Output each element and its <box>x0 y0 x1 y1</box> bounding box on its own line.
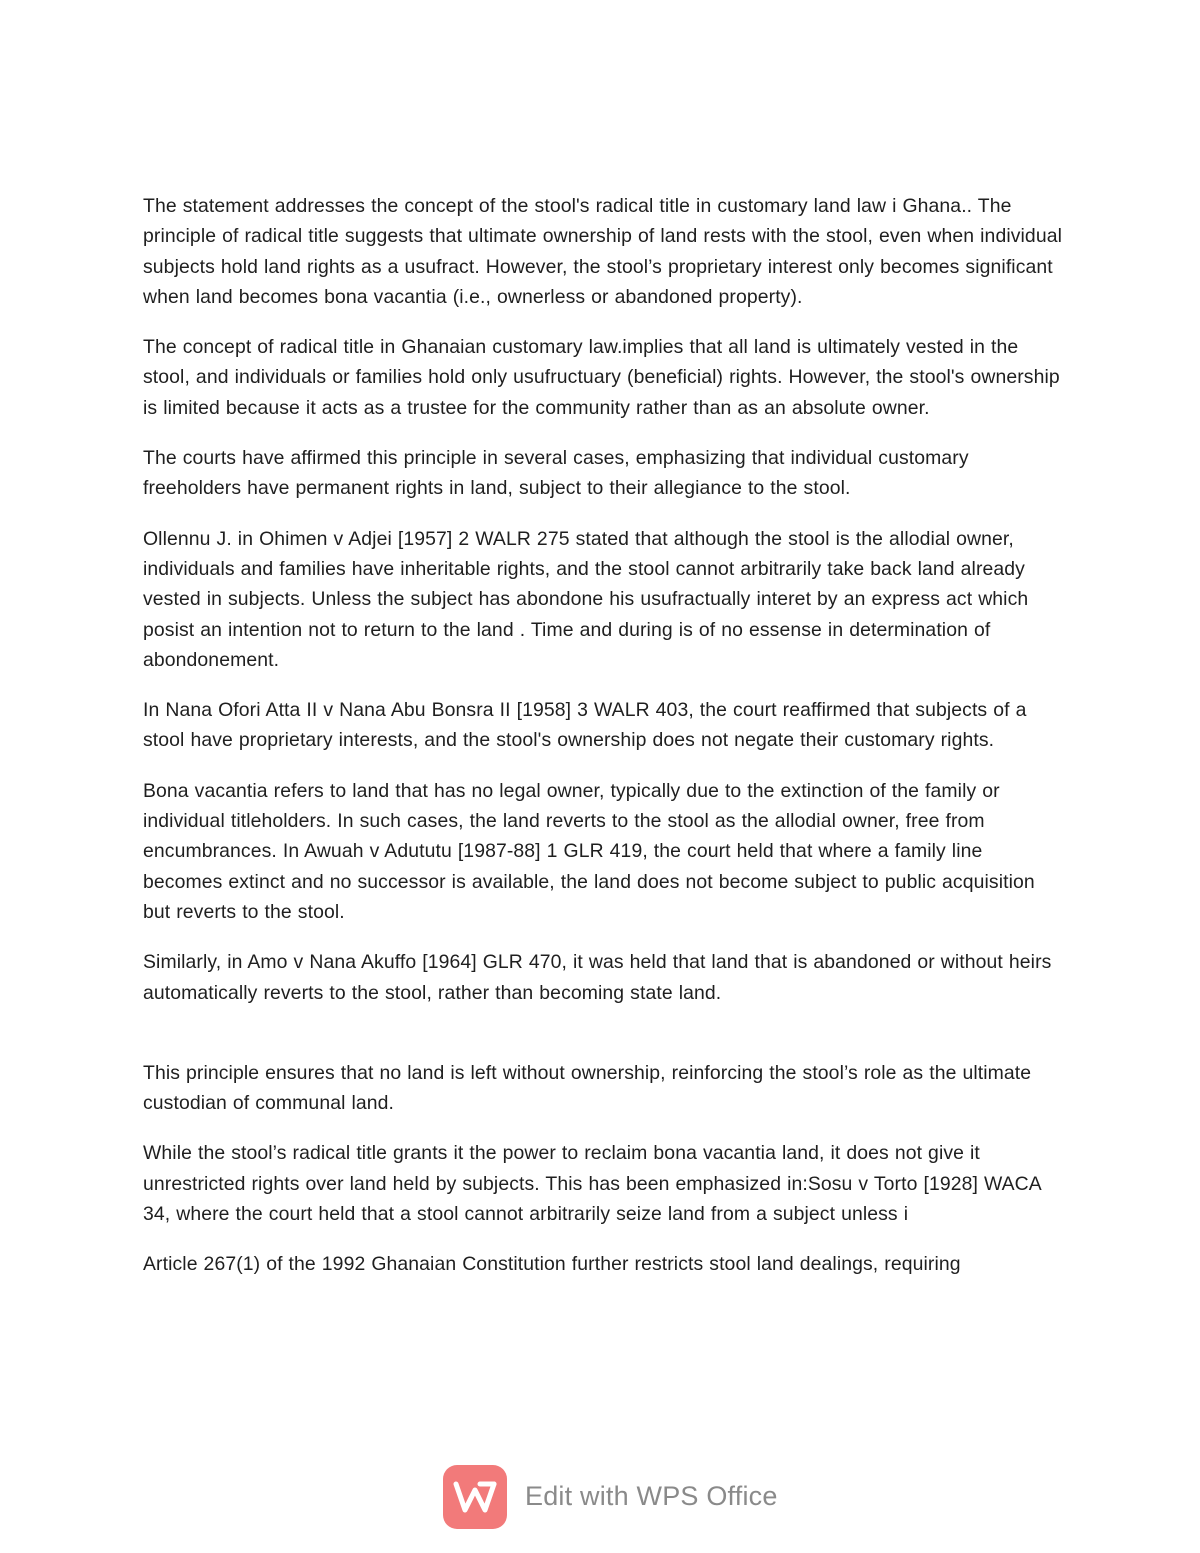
paragraph-radical-title-statement: The statement addresses the concept of the stool's radical title in customary land law i Ghana.. The principle of radical title suggests that ultimate ownership of land rests with the stool, even when individual subjects hold land rights as a usufract. However, the stool’s proprietary interest only becomes significant when land becomes bona vacantia (i.e., ownerless or abandoned property). <box>143 195 1062 308</box>
paragraph-sosu-v-torto: While the stool’s radical title grants it the power to reclaim bona vacantia land, it does not give it unrestricted rights over land held by subjects. This has been emphasized in:Sosu v Torto [1928] WACA 34, where the court held that a stool cannot arbitrarily seize land from a subject unless i <box>143 1142 1041 1226</box>
paragraph-courts-affirmed: The courts have affirmed this principle in several cases, emphasizing that individual customary freeholders have permanent rights in land, subject to their allegiance to the stool. <box>143 447 969 500</box>
paragraph-ohimen-v-adjei: Ollennu J. in Ohimen v Adjei [1957] 2 WALR 275 stated that although the stool is the allodial owner, individuals and families have inheritable rights, and the stool cannot arbitrarily take back land already vested in subjects. Unless the subject has abondone his usufractually interet by an express act which posist an intention not to return to the land . Time and during is of no essense in determination of abondonement. <box>143 527 1029 671</box>
paragraph-article-267: Article 267(1) of the 1992 Ghanaian Constitution further restricts stool land dealings, requiring <box>143 1253 961 1276</box>
wps-office-logo-icon <box>443 1465 507 1529</box>
paragraph-amo-v-akuffo: Similarly, in Amo v Nana Akuffo [1964] GLR 470, it was held that land that is abandoned or without heirs automatically reverts to the stool, rather than becoming state land. <box>143 951 1052 1004</box>
document-body <box>143 191 1063 1299</box>
paragraph-principle-ensures: This principle ensures that no land is left without ownership, reinforcing the stool’s role as the ultimate custodian of communal land. <box>143 1061 1032 1115</box>
watermark-label: Edit with WPS Office <box>525 1481 778 1511</box>
paragraph-ofori-atta-v-bonsra: In Nana Ofori Atta II v Nana Abu Bonsra II [1958] 3 WALR 403, the court reaffirmed that subjects of a stool have proprietary interests, and the stool's ownership does not negate their customary rights. <box>143 699 1027 752</box>
wps-watermark[interactable] <box>443 1464 778 1529</box>
paragraph-radical-title-concept: The concept of radical title in Ghanaian customary law.implies that all land is ultimately vested in the stool, and individuals or families hold only usufructuary (beneficial) rights. However, the stool's ownership is limited because it acts as a trustee for the community rather than as an absolute owner. <box>143 336 1060 419</box>
paragraph-bona-vacantia: Bona vacantia refers to land that has no legal owner, typically due to the extinction of the family or individual titleholders. In such cases, the land reverts to the stool as the allodial owner, free from encumbrances. In Awuah v Adututu [1987-88] 1 GLR 419, the court held that where a family line becomes extinct and no successor is available, the land does not become subject to public acquisition but reverts to the stool. <box>143 779 1035 923</box>
